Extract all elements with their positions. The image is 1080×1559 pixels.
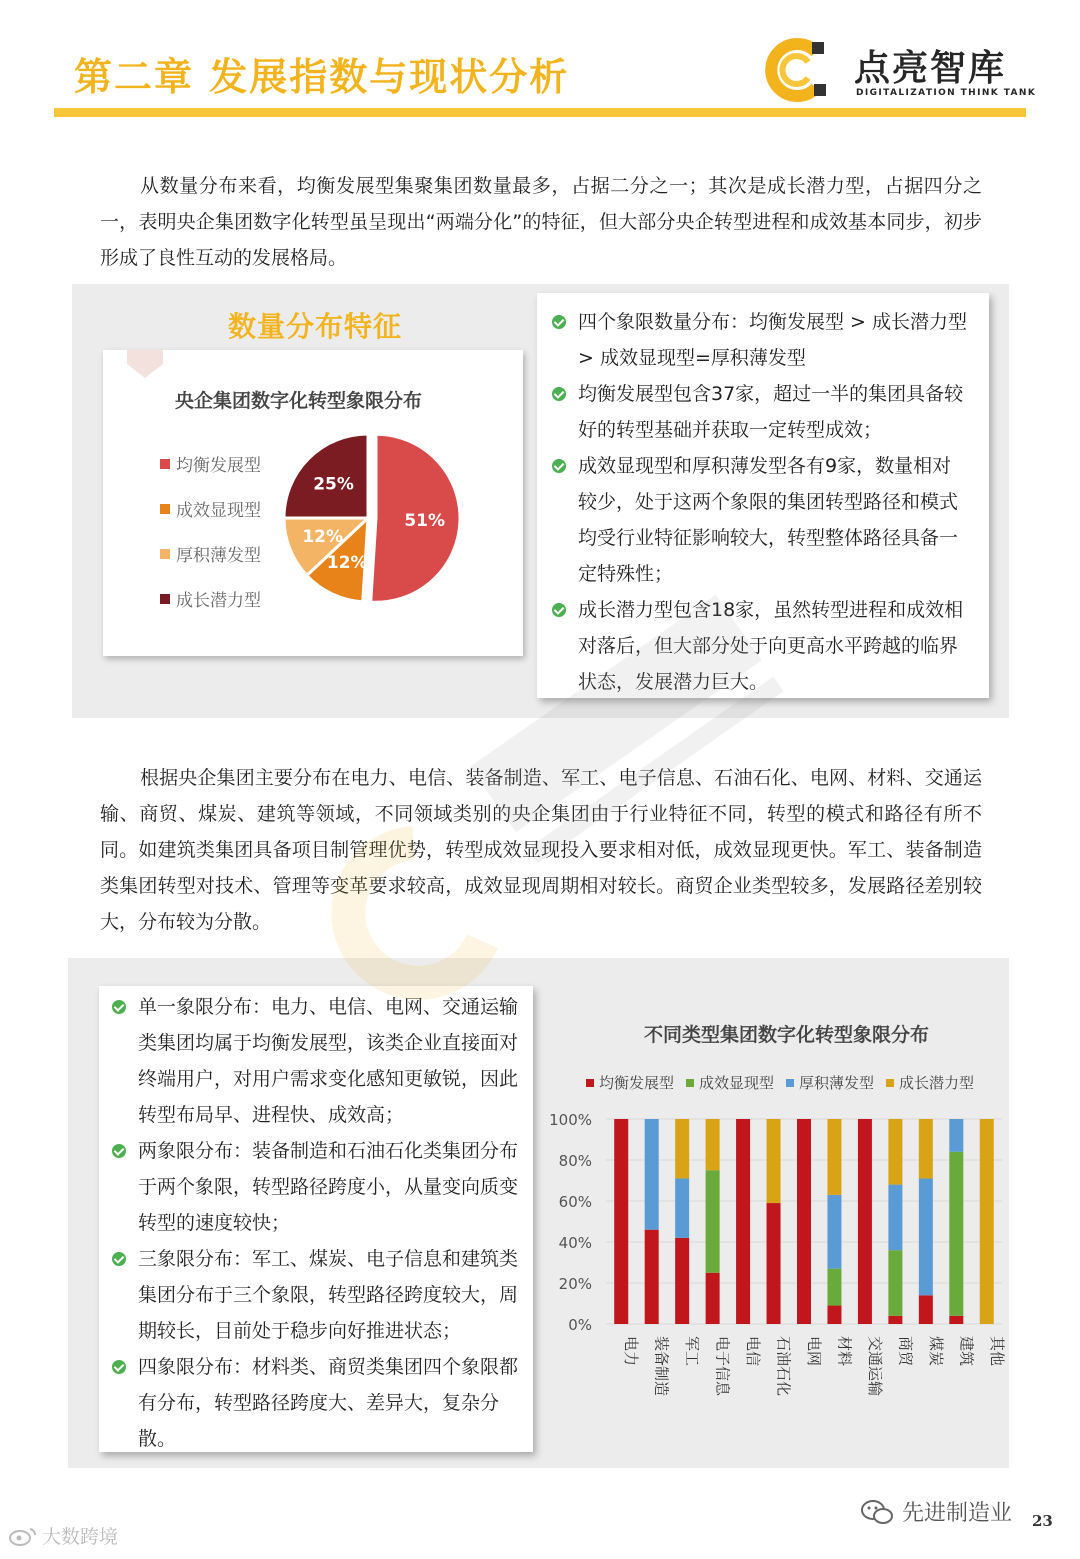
- x-tick-label: 交通运输: [865, 1336, 884, 1397]
- x-tick-label: 装备制造: [652, 1336, 671, 1397]
- x-tick-label: 电网: [805, 1336, 823, 1367]
- note-bullet: [578, 592, 970, 700]
- y-tick-label: 80%: [558, 1152, 592, 1170]
- legend-swatch: [160, 549, 170, 559]
- check-icon: [552, 603, 566, 617]
- bar-segment: [706, 1119, 720, 1170]
- check-icon: [552, 459, 566, 473]
- y-tick-label: 40%: [558, 1234, 592, 1252]
- intro-paragraph: 从数量分布来看，均衡发展型集聚集团数量最多，占据二分之一；其次是成长潜力型，占据四分之一，表明央企集团数字化转型虽呈现出“两端分化”的特征，但大部分央企转型进程和成效基本同步，初步形成了良性互动的发展格局。: [100, 175, 982, 269]
- logo-subtitle: DIGITALIZATION THINK TANK: [856, 88, 1037, 98]
- note-text: 四个象限数量分布：均衡发展型 > 成长潜力型 > 成效显现型=厚积薄发型: [578, 311, 968, 369]
- check-icon: [552, 387, 566, 401]
- note-bullet: [578, 304, 970, 376]
- chapter-title: 第二章 发展指数与现状分析: [74, 55, 570, 99]
- note-bullet: [578, 448, 970, 592]
- note-text: 成长潜力型包含18家，虽然转型进程和成效相对落后，但大部分处于向更高水平跨越的临界状态，发展潜力巨大。: [578, 599, 964, 693]
- bar-segment: [767, 1203, 781, 1324]
- bar-chart: [540, 1105, 1010, 1425]
- check-icon: [112, 1360, 126, 1374]
- legend-label: 成效显现型: [699, 1074, 775, 1092]
- legend-item: [160, 576, 261, 621]
- note-bullet: [138, 1241, 526, 1349]
- bar-segment: [919, 1178, 933, 1295]
- bar-segment: [888, 1316, 902, 1324]
- bar-segment: [675, 1238, 689, 1324]
- bar-segment: [858, 1119, 872, 1324]
- bar-segment: [980, 1119, 994, 1324]
- bar-segment: [675, 1119, 689, 1178]
- note-text: 单一象限分布：电力、电信、电网、交通运输类集团均属于均衡发展型，该类企业直接面对终端用户，对用户需求变化感知更敏锐，因此转型布局早、进程快、成效高；: [138, 996, 519, 1126]
- logo: [764, 38, 1037, 102]
- note-text: 成效显现型和厚积薄发型各有9家，数量相对较少，处于这两个象限的集团转型路径和模式均受行业特征影响较大，转型整体路径具备一定特殊性；: [578, 455, 959, 585]
- bar-segment: [949, 1119, 963, 1152]
- bar-segment: [706, 1170, 720, 1273]
- note-text: 四象限分布：材料类、商贸类集团四个象限都有分布，转型路径跨度大、差异大，复杂分散。: [138, 1356, 519, 1450]
- industry-paragraph: 根据央企集团主要分布在电力、电信、装备制造、军工、电子信息、石油石化、电网、材料、交通运输、商贸、煤炭、建筑等领域，不同领域类别的央企集团由于行业特征不同，转型的模式和路径有所不同。如建筑类集团具备项目制管理优势，转型成效显现投入要求相对低，成效显现更快。军工、装备制造类集团转型对技术、管理等变革要求较高，成效显现周期相对较长。商贸企业类型较多，发展路径差别较大，分布较为分散。: [100, 767, 982, 933]
- note-bullet: [138, 1349, 526, 1457]
- legend-label: 均衡发展型: [176, 456, 261, 476]
- pie-slice-label: 51%: [404, 510, 446, 531]
- y-tick-label: 60%: [558, 1193, 592, 1211]
- note-text: 三象限分布：军工、煤炭、电子信息和建筑类集团分布于三个象限，转型路径跨度较大，周期较长，目前处于稳步向好推进状态；: [138, 1248, 519, 1342]
- legend-item: [160, 441, 261, 486]
- bar-segment: [827, 1306, 841, 1324]
- legend-swatch: [886, 1079, 894, 1087]
- pie-legend: [160, 441, 261, 621]
- bar-segment: [888, 1250, 902, 1316]
- legend-label: 均衡发展型: [599, 1074, 675, 1092]
- x-tick-label: 石油石化: [774, 1336, 793, 1397]
- footer-account: [860, 1496, 1012, 1527]
- logo-name: 点亮智库: [854, 48, 1007, 89]
- pie-chart-title: 央企集团数字化转型象限分布: [175, 390, 423, 412]
- legend-swatch: [160, 504, 170, 514]
- bar-segment: [827, 1269, 841, 1306]
- footer-source-text: 大数跨境: [42, 1526, 119, 1548]
- legend-swatch: [786, 1079, 794, 1087]
- pie-slice-label: 12%: [326, 553, 368, 574]
- pie-slice-label: 25%: [313, 474, 354, 495]
- bar-segment: [614, 1119, 628, 1324]
- legend-item: [886, 1072, 974, 1093]
- pie-chart: [268, 424, 468, 614]
- weibo-icon: [8, 1526, 38, 1546]
- x-tick-label: 煤炭: [926, 1336, 945, 1367]
- page-number: 23: [1032, 1512, 1053, 1530]
- check-icon: [112, 1144, 126, 1158]
- card-tab-icon: [127, 350, 163, 380]
- x-tick-label: 电信: [744, 1336, 763, 1367]
- bar-segment: [645, 1230, 659, 1324]
- x-tick-label: 军工: [683, 1336, 702, 1367]
- footer-source: [8, 1522, 118, 1549]
- note-bullet: [138, 989, 526, 1133]
- bar-segment: [888, 1185, 902, 1251]
- legend-item: [686, 1072, 774, 1093]
- x-tick-label: 商贸: [896, 1336, 915, 1367]
- logo-mark-icon: [764, 38, 828, 102]
- legend-item: [160, 486, 261, 531]
- x-tick-label: 电力: [622, 1336, 641, 1367]
- legend-label: 成效显现型: [176, 501, 261, 521]
- note-text: 两象限分布：装备制造和石油石化类集团分布于两个象限，转型路径跨度小，从量变向质变转型的速度较快；: [138, 1140, 519, 1234]
- bar-segment: [827, 1119, 841, 1195]
- legend-item: [786, 1072, 874, 1093]
- bar-segment: [949, 1316, 963, 1324]
- footer-account-text: 先进制造业: [902, 1501, 1013, 1526]
- pie-slice-label: 12%: [302, 526, 344, 547]
- legend-label: 成长潜力型: [176, 591, 261, 611]
- legend-item: [586, 1072, 674, 1093]
- bar-segment: [949, 1152, 963, 1316]
- x-tick-label: 材料: [835, 1336, 854, 1367]
- y-tick-label: 100%: [549, 1111, 592, 1129]
- header-rule: [54, 108, 1026, 117]
- bar-segment: [888, 1119, 902, 1185]
- note-text: 均衡发展型包含37家，超过一半的集团具备较好的转型基础并获取一定转型成效；: [578, 383, 964, 441]
- x-tick-label: 其他: [987, 1336, 1006, 1367]
- bar-segment: [827, 1195, 841, 1269]
- bar-segment: [919, 1295, 933, 1324]
- bar-segment: [767, 1119, 781, 1203]
- wechat-icon: [860, 1499, 894, 1525]
- bar-segment: [675, 1178, 689, 1237]
- check-icon: [112, 1000, 126, 1014]
- legend-swatch: [586, 1079, 594, 1087]
- bar-segment: [919, 1119, 933, 1178]
- bar-segment: [736, 1119, 750, 1324]
- bar-segment: [797, 1119, 811, 1324]
- x-tick-label: 电子信息: [713, 1336, 732, 1397]
- check-icon: [112, 1252, 126, 1266]
- note-bullet: [138, 1133, 526, 1241]
- legend-swatch: [160, 594, 170, 604]
- legend-label: 厚积薄发型: [176, 546, 261, 566]
- bar-chart-title: 不同类型集团数字化转型象限分布: [644, 1024, 930, 1046]
- check-icon: [552, 315, 566, 329]
- legend-item: [160, 531, 261, 576]
- x-tick-label: 建筑: [957, 1336, 976, 1367]
- legend-label: 成长潜力型: [899, 1074, 975, 1092]
- legend-label: 厚积薄发型: [799, 1074, 875, 1092]
- bar-legend: [586, 1072, 986, 1093]
- note-bullet: [578, 376, 970, 448]
- y-tick-label: 20%: [558, 1275, 592, 1293]
- bar-segment: [706, 1273, 720, 1324]
- y-tick-label: 0%: [568, 1316, 592, 1334]
- legend-swatch: [160, 459, 170, 469]
- legend-swatch: [686, 1079, 694, 1087]
- bar-segment: [645, 1119, 659, 1230]
- panel-heading: 数量分布特征: [228, 310, 403, 343]
